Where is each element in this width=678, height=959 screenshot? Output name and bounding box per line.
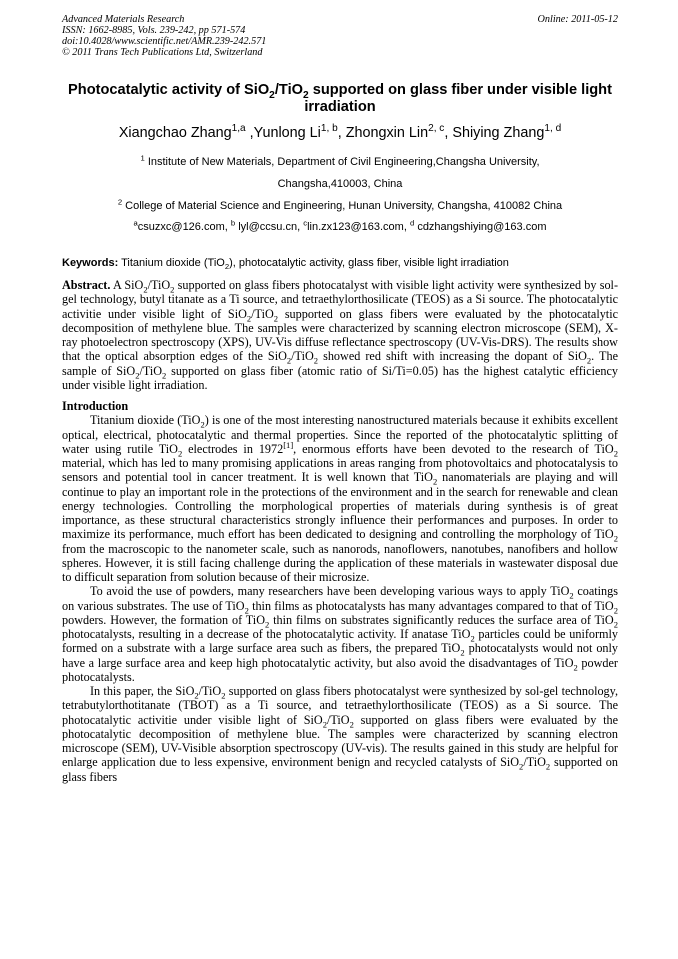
author-name: Xiangchao Zhang [118, 125, 232, 141]
affiliation-1: $^1$ Institute of New Materials, Department of Civil Engineering,Changsha University, Changsha,410003, China [140, 153, 540, 190]
author-name: Yunlong Li [253, 125, 321, 141]
abstract-paragraph: Abstract. A SiO$_2$/TiO$_2$ supported on glass fibers photocatalyst with visible light activity were synthesized by sol-gel technology, butyl titanate as a Ti source, and tetraethylorthosilicate (TEOS) as a Si source. The photocatalytic activitie under visible light of SiO$_2$/TiO$_2$ supported on glass fibers were evaluated by the photocatalytic decomposition of methylene blue. The samples were characterized by scanning electron microscope (SEM), X-ray photoelectron spectroscopy (XPS), UV-Vis diffuse reflectance spectroscopy (UV-Vis-DRS). The results show that the optical absorption edges of the SiO$_2$/TiO$_2$ showed red shift with increasing the dopant of SiO$_2$. The sample of SiO$_2$/TiO$_2$ supported on glass fiber (atomic ratio of Si/Ti=0.05) has the highest catalytic efficiency under visible light irradiation. [62, 278, 618, 392]
journal-header [62, 14, 618, 58]
email-list: $^a$csuzxc@126.com, $^b$ lyl@ccsu.cn, $^c$lin.zx123@163.com, $^d$ cdzhangshiying@163.com [133, 218, 547, 233]
paper-title: Photocatalytic activity of SiO$_2$/TiO$_2$ supported on glass fiber under visible light irradiation [68, 82, 612, 115]
issn-line: ISSN: 1662-8985, Vols. 239-242, pp 571-574 [62, 25, 246, 36]
email-link[interactable]: lin.zx123@163.com [307, 221, 404, 233]
intro-paragraph-3: In this paper, the SiO$_2$/TiO$_2$ supported on glass fibers photocatalyst were synthesized by sol-gel technology, tetrabutylorthotitanate (TBOT) as a Ti source, and tetraethylorthosilicate (TEOS) as a Si source. The photocatalytic activitie under visible light of SiO$_2$/TiO$_2$ supported on glass fibers were evaluated by the photocatalytic decomposition of methylene blue. The samples were characterized by scanning electron microscope (SEM), UV-Visible absorption spectroscopy (UV-vis). The results gained in this study are helpful for enlarge application due to less expensive, environment benign and recycled catalysts of SiO$_2$/TiO$_2$ supported on glass fibers [62, 684, 618, 784]
journal-name: Advanced Materials Research [62, 14, 185, 25]
intro-paragraph-2: To avoid the use of powders, many researchers have been developing various ways to apply TiO$_2$ coatings on various substrates. The use of TiO$_2$ thin films as photocatalysts has many advantages compared to that of TiO$_2$ powders. However, the formation of TiO$_2$ thin films on substrates significantly reduces the surface area of TiO$_2$ photocatalysts, resulting in a decrease of the photocatalytic activity. If anatase TiO$_2$ particles could be uniformly formed on a substrate with a large surface area such as fibers, the prepared TiO$_2$ photocatalysts would not only have a large surface area and keep high photocatalytic activity, but also avoid the disadvantages of TiO$_2$ powder photocatalysts. [62, 584, 619, 684]
keywords-label: Keywords: [62, 257, 119, 269]
email-link[interactable]: csuzxc@126.com [137, 221, 225, 233]
email-link[interactable]: cdzhangshiying@163.com [417, 221, 547, 233]
citation-ref[interactable]: [1] [283, 439, 294, 450]
abstract-label: Abstract. [62, 278, 111, 292]
doi-line: doi:10.4028/www.scientific.net/AMR.239-242.571 [62, 36, 267, 47]
intro-paragraph-1: Titanium dioxide (TiO$_2$) is one of the most interesting nanostructured materials because it exhibits excellent optical, electrical, photocatalytic and thermal properties. Since the reported of the photocatalytic splitting of water using rutile TiO$_2$ electrodes in 1972[1], enormous efforts have been devoted to the research of TiO$_2$ material, which has led to many promising applications in areas ranging from photovoltaics and photocatalysis to sensors and potential tool in cancer treatment. It is well known that TiO$_2$ nanomaterials are playing and will continue to play an important role in the protections of the environment and in the search for renewable and clean energy technologies. Controlling the morphological properties of materials during synthesis is of great importance, as these structural characteristics strongly influence their performances and purposes. In order to maximize its performance, much effort has been dedicated to designing and controlling the morphology of TiO$_2$ from the macroscopic to the nanometer scale, such as nanorods, nanoflowers, nanotubes, nanofibers and hollow spheres. However, it is still facing challenge during the application of these materials in wastewater disposal due to difficult separation from solution because of their microsize. [62, 413, 618, 584]
affiliation-2: $^2$ College of Material Science and Engineering, Hunan University, Changsha, 410082 China [117, 197, 563, 212]
paper-body [62, 278, 618, 784]
online-date: Online: 2011-05-12 [537, 14, 618, 25]
introduction-heading: Introduction [62, 399, 129, 413]
author-list: Xiangchao Zhang$^{1,a}$ ,Yunlong Li$^{1, b}$, Zhongxin Lin$^{2, c}$, Shiying Zhang$^{1, d}$ [118, 123, 562, 141]
email-link[interactable]: lyl@ccsu.cn [238, 221, 298, 233]
author-name: Zhongxin Lin [345, 125, 429, 141]
keywords: Keywords: Titanium dioxide (TiO$_2$), photocatalytic activity, glass fiber, visible light irradiation [62, 257, 509, 272]
copyright-line: © 2011 Trans Tech Publications Ltd, Switzerland [62, 47, 263, 58]
author-name: Shiying Zhang [452, 125, 545, 141]
